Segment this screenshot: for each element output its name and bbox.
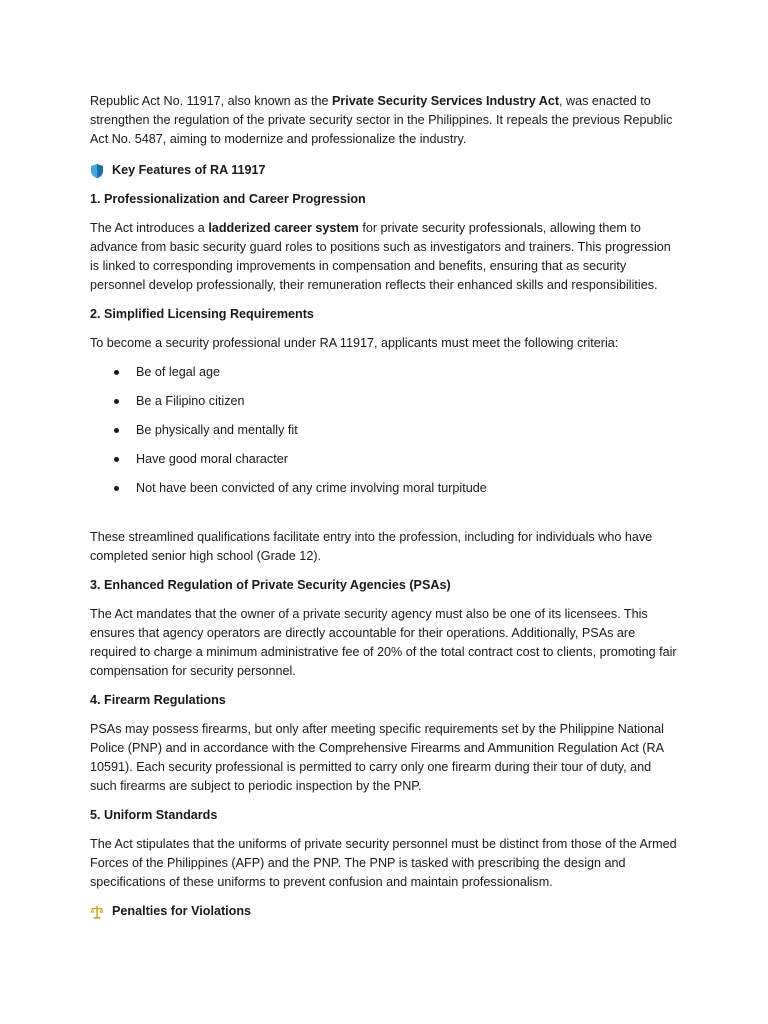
list-item: [90, 392, 680, 411]
criteria-list: [90, 363, 680, 498]
key-features-title: Key Features of RA 11917: [112, 163, 266, 177]
section4-title: 4. Firearm Regulations: [90, 693, 226, 707]
section4-body: PSAs may possess firearms, but only after meeting specific requirements set by the Philippine National Police (PNP) and in accordance with the Comprehensive Firearms and Ammunition Regulation Act (RA 10591). Each security professional is permitted to carry only one firearm during their tour of duty, and such firearms are subject to periodic inspection by the PNP.: [90, 722, 664, 793]
bullet-icon: [114, 428, 119, 433]
scales-icon: [90, 904, 104, 920]
section3-body: The Act mandates that the owner of a private security agency must also be one of its licensees. This ensures that agency operators are directly accountable for their operations. Additionally, PSAs are required to charge a minimum administrative fee of 20% of the total contract cost to clients, promoting fair compensation for security personnel.: [90, 607, 677, 678]
bullet-icon: [114, 399, 119, 404]
section1-body: [90, 219, 680, 295]
section2-after: These streamlined qualifications facilitate entry into the profession, including for individuals who have completed senior high school (Grade 12).: [90, 530, 653, 563]
key-features-heading: [90, 161, 680, 180]
section1-text-2: for private security professionals, allowing them to advance from basic security guard roles to positions such as investigators and trainers. This progression is linked to corresponding improvements in compensation and benefits, ensuring that as security personnel develop professionally, their remuneration reflects their enhanced skills and responsibilities.: [90, 221, 671, 292]
bullet-icon: [114, 486, 119, 491]
penalties-heading: [90, 902, 680, 921]
bullet-icon: [114, 457, 119, 462]
list-item: [90, 363, 680, 382]
section2-title: 2. Simplified Licensing Requirements: [90, 307, 314, 321]
shield-icon: [90, 163, 104, 179]
section2-intro: To become a security professional under RA 11917, applicants must meet the following criteria:: [90, 336, 619, 350]
list-item-text: Be physically and mentally fit: [136, 423, 298, 437]
ladderized-career-term: ladderized career system: [208, 221, 359, 235]
list-item-text: Be a Filipino citizen: [136, 394, 245, 408]
bullet-icon: [114, 370, 119, 375]
intro-text-2: , was enacted to strengthen the regulation of the private security sector in the Philippines. It repeals the previous Republic Act No. 5487, aiming to modernize and professionalize the industry.: [90, 94, 673, 146]
document-content: [90, 92, 680, 921]
list-item-text: Be of legal age: [136, 365, 221, 379]
section5-title: 5. Uniform Standards: [90, 808, 218, 822]
intro-text-1: Republic Act No. 11917, also known as the: [90, 94, 332, 108]
act-name: Private Security Services Industry Act: [332, 94, 560, 108]
list-item: [90, 421, 680, 440]
intro-paragraph: [90, 92, 680, 149]
list-item-text: Not have been convicted of any crime involving moral turpitude: [136, 481, 487, 495]
section5-body: The Act stipulates that the uniforms of private security personnel must be distinct from those of the Armed Forces of the Philippines (AFP) and the PNP. The PNP is tasked with prescribing the design and specifications of these uniforms to prevent confusion and maintain professionalism.: [90, 837, 677, 889]
section1-title: 1. Professionalization and Career Progression: [90, 192, 366, 206]
section3-title: 3. Enhanced Regulation of Private Security Agencies (PSAs): [90, 578, 451, 592]
penalties-title: Penalties for Violations: [112, 904, 252, 918]
list-item: [90, 479, 680, 498]
section1-text-1: The Act introduces a: [90, 221, 209, 235]
list-item: [90, 450, 680, 469]
list-item-text: Have good moral character: [136, 452, 288, 466]
